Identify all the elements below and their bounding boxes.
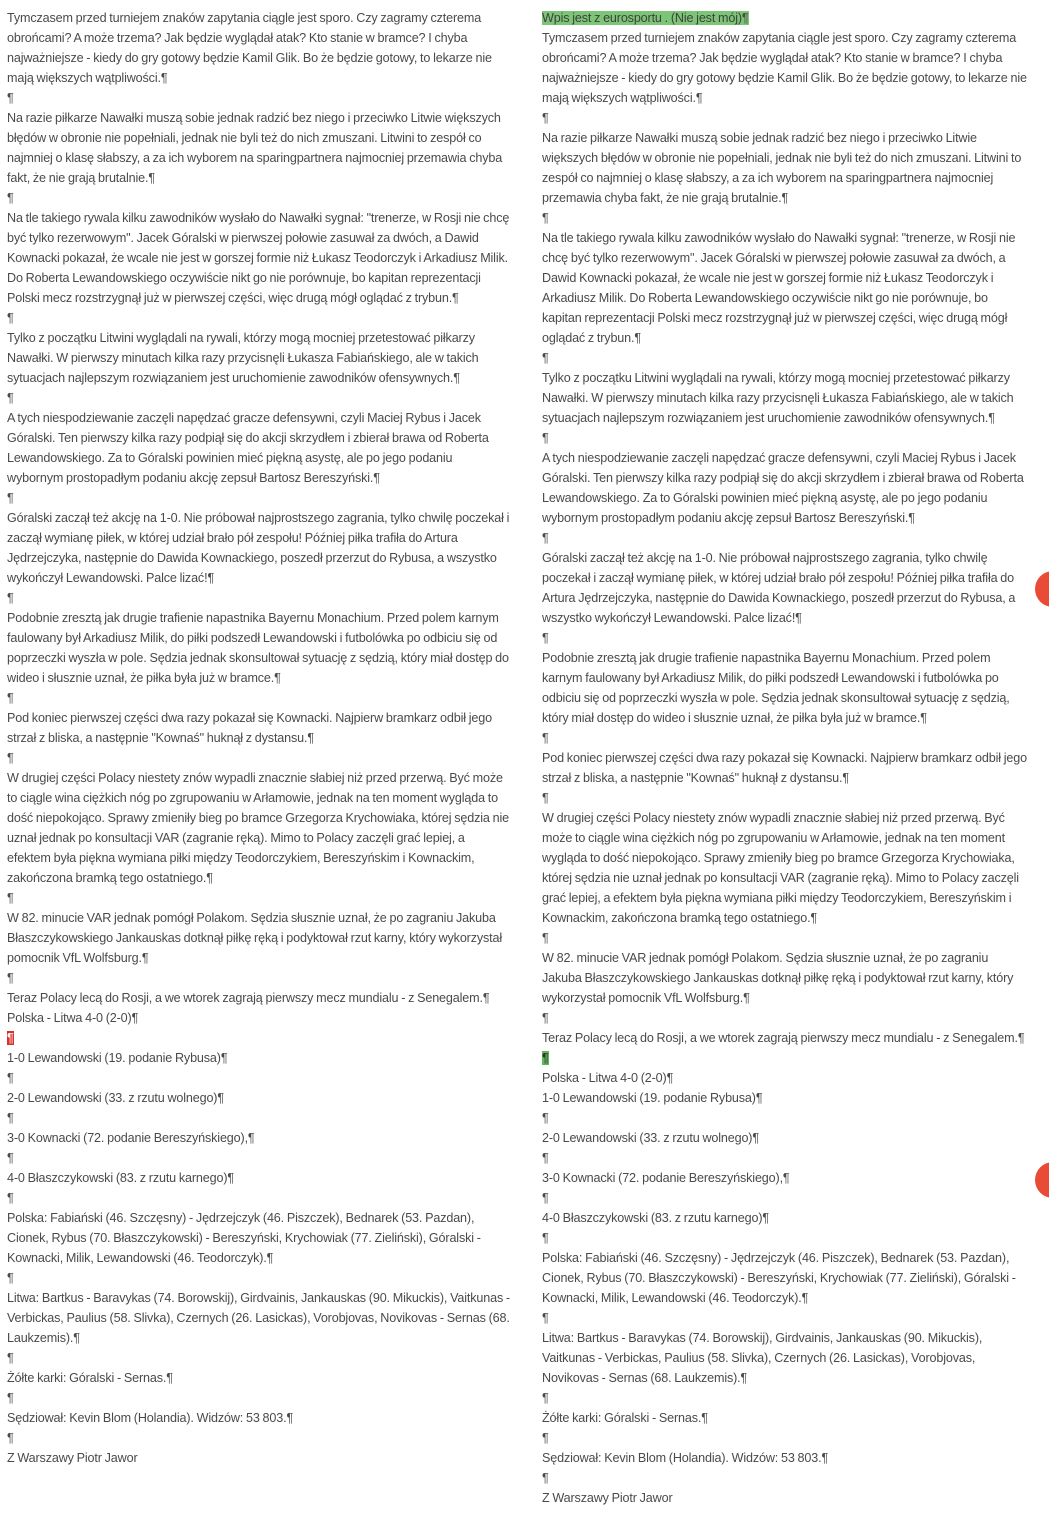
paragraph: [542, 1448, 1029, 1468]
pilcrow-mark: ¶: [542, 791, 549, 805]
paragraph: [542, 1488, 1029, 1508]
empty-paragraph: [7, 1188, 510, 1208]
empty-paragraph: [542, 1468, 1029, 1488]
pilcrow-mark: ¶: [7, 591, 14, 605]
paragraph: [7, 328, 510, 388]
pilcrow-mark: ¶: [148, 171, 155, 185]
pilcrow-mark: ¶: [542, 431, 549, 445]
paragraph-text: W 82. minucie VAR jednak pomógł Polakom. Sędzia słusznie uznał, że po zagraniu Jakuba Błaszczykowskiego Jankauskas dotknął piłkę ręką i podyktował rzut karny, który wykorzystał pomocnik VfL Wolfsburg.: [542, 951, 1014, 1005]
empty-paragraph: [542, 1008, 1029, 1028]
paragraph: [542, 948, 1029, 1008]
paragraph-text: A tych niespodziewanie zaczęli napędzać gracze defensywni, czyli Maciej Rybus i Jacek Góralski. Ten pierwszy kilka razy podpiął się do akcji skrzydłem i zbierał brawa od Roberta Lewandowskiego. Za to Góralski powinien mieć piękną asystę, ale po jego podaniu wybornym prostopadłym podaniu akcję zepsuł Bartosz Bereszyński.: [542, 451, 1024, 525]
pilcrow-mark: ¶: [542, 1311, 549, 1325]
empty-paragraph: [7, 748, 510, 768]
paragraph-text: 3-0 Kownacki (72. podanie Bereszyńskiego),: [542, 1171, 783, 1185]
pilcrow-mark: ¶: [266, 1251, 274, 1265]
paragraph-text: W 82. minucie VAR jednak pomógł Polakom. Sędzia słusznie uznał, że po zagraniu Jakuba Błaszczykowskiego Jankauskas dotknął piłkę ręką i podyktował rzut karny, który wykorzystał pomocnik VfL Wolfsburg.: [7, 911, 503, 965]
empty-paragraph: [542, 1148, 1029, 1168]
paragraph: [7, 988, 510, 1008]
pilcrow-mark: ¶: [542, 931, 549, 945]
inserted-pilcrow-mark: ¶: [542, 1051, 549, 1065]
empty-paragraph: [7, 688, 510, 708]
paragraph: [7, 408, 510, 488]
floating-action-button-lower[interactable]: [1035, 1162, 1049, 1198]
empty-paragraph: [542, 1308, 1029, 1328]
pilcrow-mark: ¶: [7, 1391, 14, 1405]
empty-paragraph: [7, 1428, 510, 1448]
paragraph: [7, 1128, 510, 1148]
paragraph-text: Z Warszawy Piotr Jawor: [7, 1451, 138, 1465]
pilcrow-mark: ¶: [206, 871, 213, 885]
paragraph-text: 1-0 Lewandowski (19. podanie Rybusa): [7, 1051, 221, 1065]
paragraph-text: Tylko z początku Litwini wyglądali na rywali, którzy mogą mocniej przetestować piłkarzy Nawałki. W pierwszy minutach kilka razy przycisnęli Łukasza Fabiańskiego, ale w takich sytuacjach najlepszym rozwiązaniem jest uruchomienie zawodników ofensywnych.: [542, 371, 1014, 425]
paragraph-text: Góralski zaczął też akcję na 1-0. Nie próbował najprostszego zagrania, tylko chwilę poczekał i zaczął wymianę piłek, w której udział brało pół zespołu! Później piłka trafiła do Artura Jędrzejczyka, następnie do Dawida Kownackiego, poszedł przerzut do Rybusa, a wszystko wykończył Lewandowski. Palce lizać!: [542, 551, 1016, 625]
paragraph: [7, 1408, 510, 1428]
pilcrow-mark: ¶: [7, 891, 14, 905]
paragraph: [7, 1168, 510, 1188]
pilcrow-mark: ¶: [7, 1431, 14, 1445]
pilcrow-mark: ¶: [7, 1191, 14, 1205]
pilcrow-mark: ¶: [810, 911, 818, 925]
pilcrow-mark: ¶: [666, 1071, 674, 1085]
empty-paragraph: [542, 208, 1029, 228]
paragraph-text: Pod koniec pierwszej części dwa razy pokazał się Kownacki. Najpierw bramkarz odbił jego strzał z bliska, a następnie "Kownaś" huknął z dystansu.: [7, 711, 492, 745]
paragraph-text: 2-0 Lewandowski (33. z rzutu wolnego): [542, 1131, 753, 1145]
pilcrow-mark: ¶: [7, 1351, 14, 1365]
pilcrow-mark: ¶: [373, 471, 380, 485]
empty-paragraph: [7, 1388, 510, 1408]
paragraph: [542, 1408, 1029, 1428]
paragraph: [542, 128, 1029, 208]
paragraph-text: Tymczasem przed turniejem znaków zapytania ciągle jest sporo. Czy zagramy czterema obrońcami? A może trzema? Jak będzie wyglądał atak? Kto stanie w bramce? I chyba najważniejsze - kiedy do gry gotowy będzie Kamil Glik. Bo że będzie gotowy, to lekarze nie mają większych wątpliwości.: [542, 31, 1027, 105]
empty-paragraph: [7, 388, 510, 408]
paragraph: [542, 1128, 1029, 1148]
empty-paragraph: [7, 1028, 510, 1048]
pilcrow-mark: ¶: [695, 91, 703, 105]
pilcrow-mark: ¶: [1017, 1031, 1025, 1045]
pilcrow-mark: ¶: [752, 1131, 759, 1145]
pilcrow-mark: ¶: [7, 1111, 14, 1125]
paragraph-text: Góralski zaczął też akcję na 1-0. Nie próbował najprostszego zagrania, tylko chwilę poczekał i zaczął wymianę piłek, w której udział brało pół zespołu! Później piłka trafiła do Artura Jędrzejczyka, następnie do Dawida Kownackiego, poszedł przerzut do Rybusa, a wszystko wykończył Lewandowski. Palce lizać!: [7, 511, 510, 585]
paragraph: [542, 8, 1029, 28]
pilcrow-mark: ¶: [542, 631, 549, 645]
pilcrow-mark: ¶: [634, 331, 641, 345]
empty-paragraph: [542, 1428, 1029, 1448]
paragraph: [542, 1208, 1029, 1228]
paragraph-text: Z Warszawy Piotr Jawor: [542, 1491, 673, 1505]
paragraph: [7, 1448, 510, 1468]
pilcrow-mark: ¶: [542, 1431, 549, 1445]
pilcrow-mark: ¶: [220, 1051, 228, 1065]
pilcrow-mark: ¶: [7, 191, 14, 205]
paragraph: [7, 108, 510, 188]
pilcrow-mark: ¶: [542, 1191, 549, 1205]
empty-paragraph: [542, 928, 1029, 948]
paragraph-text: Podobnie zresztą jak drugie trafienie napastnika Bayernu Monachium. Przed polem karnym faulowany był Arkadiusz Milik, do piłki podszedł Lewandowski i futbolówka po odbiciu się od poprzeczki wyszła w pole. Sędzia jednak skonsultował sytuację z sędzią, który miał dostęp do wideo i słusznie uznał, że piłka była już w bramce.: [542, 651, 1010, 725]
paragraph-text: W drugiej części Polacy niestety znów wypadli znacznie słabiej niż przed przerwą. Być może to ciągle wina ciężkich nóg po zgrupowaniu w Arłamowie, jednak na ten moment wygląda to dość niepokojąco. Sprawy zmieniły bieg po bramce Grzegorza Krychowiaka, której sędzia nie uznał jednak po konsultacji VAR (zagranie ręką). Mimo to Polacy zaczęli grać lepiej, a efektem była piękna wymiana piłki między Teodorczykiem, Bereszyńskim i Kownackim, zakończona bramką tego ostatniego.: [542, 811, 1019, 925]
empty-paragraph: [542, 728, 1029, 748]
paragraph-text: Na razie piłkarze Nawałki muszą sobie jednak radzić bez niego i przeciwko Litwie większych błędów w obronie nie popełniali, jednak nie byli też do nich zmuszani. Litwini to zespół co najmniej o klasę słabszy, a za ich wyborem na sparingpartnera najmocniej przemawia chyba fakt, że nie grają brutalnie.: [7, 111, 503, 185]
empty-paragraph: [542, 1388, 1029, 1408]
empty-paragraph: [542, 788, 1029, 808]
pilcrow-mark: ¶: [131, 1011, 139, 1025]
empty-paragraph: [7, 308, 510, 328]
empty-paragraph: [542, 1108, 1029, 1128]
pilcrow-mark: ¶: [743, 991, 750, 1005]
pilcrow-mark: ¶: [542, 1111, 549, 1125]
pilcrow-mark: ¶: [781, 191, 789, 205]
empty-paragraph: [542, 1188, 1029, 1208]
empty-paragraph: [542, 528, 1029, 548]
empty-paragraph: [542, 1228, 1029, 1248]
pilcrow-mark: ¶: [741, 11, 749, 25]
pilcrow-mark: ¶: [542, 731, 549, 745]
paragraph-text: Teraz Polacy lecą do Rosji, a we wtorek zagrają pierwszy mecz mundialu - z Senegalem.: [542, 1031, 1018, 1045]
paragraph: [542, 648, 1029, 728]
pilcrow-mark: ¶: [740, 1371, 748, 1385]
paragraph-text: 4-0 Błaszczykowski (83. z rzutu karnego): [7, 1171, 228, 1185]
paragraph: [542, 228, 1029, 348]
paragraph: [542, 1328, 1029, 1388]
pilcrow-mark: ¶: [7, 751, 14, 765]
empty-paragraph: [7, 1268, 510, 1288]
paragraph: [542, 748, 1029, 788]
paragraph: [542, 808, 1029, 928]
paragraph: [542, 368, 1029, 428]
paragraph-text: 2-0 Lewandowski (33. z rzutu wolnego): [7, 1091, 218, 1105]
highlighted-note: [542, 11, 749, 25]
pilcrow-mark: ¶: [452, 291, 459, 305]
paragraph: [542, 28, 1029, 108]
pilcrow-mark: ¶: [842, 771, 849, 785]
pilcrow-mark: ¶: [274, 671, 281, 685]
pilcrow-mark: ¶: [7, 1151, 14, 1165]
paragraph: [7, 8, 510, 88]
article-original: [7, 8, 510, 1468]
paragraph-text: Tymczasem przed turniejem znaków zapytania ciągle jest sporo. Czy zagramy czterema obrońcami? A może trzema? Jak będzie wyglądał atak? Kto stanie w bramce? I chyba najważniejsze - kiedy do gry gotowy będzie Kamil Glik. Bo że będzie gotowy, to lekarze nie mają większych wątpliwości.: [7, 11, 492, 85]
paragraph: [7, 1088, 510, 1108]
pilcrow-mark: ¶: [482, 991, 490, 1005]
paragraph: [7, 1208, 510, 1268]
pilcrow-mark: ¶: [7, 971, 14, 985]
paragraph-text: Tylko z początku Litwini wyglądali na rywali, którzy mogą mocniej przetestować piłkarzy Nawałki. W pierwszy minutach kilka razy przycisnęli Łukasza Fabiańskiego, ale w takich sytuacjach najlepszym rozwiązaniem jest uruchomienie zawodników ofensywnych.: [7, 331, 479, 385]
pilcrow-mark: ¶: [227, 1171, 234, 1185]
pilcrow-mark: ¶: [920, 711, 927, 725]
empty-paragraph: [542, 628, 1029, 648]
pilcrow-mark: ¶: [7, 691, 14, 705]
pilcrow-mark: ¶: [7, 391, 14, 405]
empty-paragraph: [7, 888, 510, 908]
pilcrow-mark: ¶: [217, 1091, 224, 1105]
paragraph: [7, 608, 510, 688]
paragraph-text: Wpis jest z eurosportu . (Nie jest mój): [542, 11, 742, 25]
pilcrow-mark: ¶: [908, 511, 915, 525]
paragraph: [7, 768, 510, 888]
empty-paragraph: [542, 348, 1029, 368]
pilcrow-mark: ¶: [7, 1071, 14, 1085]
pilcrow-mark: ¶: [286, 1411, 294, 1425]
pilcrow-mark: ¶: [542, 1471, 549, 1485]
empty-paragraph: [7, 88, 510, 108]
paragraph: [7, 908, 510, 968]
paragraph: [7, 508, 510, 588]
pilcrow-mark: ¶: [247, 1131, 255, 1145]
paragraph-text: Polska: Fabiański (46. Szczęsny) - Jędrzejczyk (46. Piszczek), Bednarek (53. Pazdan), Cionek, Rybus (70. Błaszczykowski) - Bereszyński, Krychowiak (77. Zieliński), Góralski - Kownacki, Milik, Lewandowski (46. Teodorczyk).: [7, 1211, 481, 1265]
pilcrow-mark: ¶: [7, 491, 14, 505]
paragraph-text: Sędziował: Kevin Blom (Holandia). Widzów: 53 803.: [542, 1451, 822, 1465]
paragraph: [7, 708, 510, 748]
paragraph-text: Polska - Litwa 4-0 (2-0): [542, 1071, 667, 1085]
pilcrow-mark: ¶: [542, 1011, 549, 1025]
paragraph-text: 3-0 Kownacki (72. podanie Bereszyńskiego),: [7, 1131, 248, 1145]
pilcrow-mark: ¶: [542, 351, 549, 365]
paragraph: [542, 1088, 1029, 1108]
paragraph-text: Litwa: Bartkus - Baravykas (74. Borowskij), Girdvainis, Jankauskas (90. Mikuckis), Vaitkunas - Verbickas, Paulius (58. Slivka), Czernych (26. Lasickas), Vorobjovas, Novikovas - Sernas (68. Laukzemis).: [542, 1331, 983, 1385]
paragraph-text: Litwa: Bartkus - Baravykas (74. Borowskij), Girdvainis, Jankauskas (90. Mikuckis), Vaitkunas - Verbickas, Paulius (58. Slivka), Czernych (26. Lasickas), Vorobjovas, Novikovas - Sernas (68. Laukzemis).: [7, 1291, 510, 1345]
paragraph-text: Na tle takiego rywala kilku zawodników wysłało do Nawałki sygnał: "trenerze, w Rosji nie chcę być tylko rezerwowym". Jacek Góralski w pierwszej połowie zasuwał za dwóch, a Dawid Kownacki pokazał, że wcale nie jest w gorszej formie niż Łukasz Teodorczyk i Arkadiusz Milik. Do Roberta Lewandowskiego oczywiście nikt go nie porównuje, bo kapitan reprezentacji Polski mecz rozstrzygnął już w pierwszej części, więc drugą mógł oglądać z trybun.: [542, 231, 1016, 345]
pilcrow-mark: ¶: [701, 1411, 708, 1425]
paragraph: [542, 1068, 1029, 1088]
pilcrow-mark: ¶: [7, 311, 14, 325]
empty-paragraph: [542, 108, 1029, 128]
pilcrow-mark: ¶: [307, 731, 314, 745]
pilcrow-mark: ¶: [207, 571, 215, 585]
paragraph: [542, 1248, 1029, 1308]
pilcrow-mark: ¶: [542, 111, 549, 125]
paragraph-text: Sędziował: Kevin Blom (Holandia). Widzów: 53 803.: [7, 1411, 287, 1425]
paragraph-text: Polska: Fabiański (46. Szczęsny) - Jędrzejczyk (46. Piszczek), Bednarek (53. Pazdan), Cionek, Rybus (70. Błaszczykowski) - Bereszyński, Krychowiak (77. Zieliński), Góralski - Kownacki, Milik, Lewandowski (46. Teodorczyk).: [542, 1251, 1016, 1305]
pilcrow-mark: ¶: [160, 71, 168, 85]
pilcrow-mark: ¶: [141, 951, 149, 965]
empty-paragraph: [7, 188, 510, 208]
pilcrow-mark: ¶: [7, 91, 14, 105]
empty-paragraph: [542, 428, 1029, 448]
paragraph: [542, 1028, 1029, 1048]
paragraph-text: Żółte karki: Góralski - Sernas.: [542, 1411, 702, 1425]
pilcrow-mark: ¶: [782, 1171, 790, 1185]
pilcrow-mark: ¶: [166, 1371, 173, 1385]
pilcrow-mark: ¶: [542, 1231, 549, 1245]
pilcrow-mark: ¶: [755, 1091, 763, 1105]
paragraph: [7, 208, 510, 308]
empty-paragraph: [7, 1068, 510, 1088]
deleted-pilcrow-mark: ¶: [7, 1031, 14, 1045]
paragraph-text: W drugiej części Polacy niestety znów wypadli znacznie słabiej niż przed przerwą. Być może to ciągle wina ciężkich nóg po zgrupowaniu w Arłamowie, jednak na ten moment wygląda to dość niepokojąco. Sprawy zmieniły bieg po bramce Grzegorza Krychowiaka, której sędzia nie uznał jednak po konsultacji VAR (zagranie ręką). Mimo to Polacy zaczęli grać lepiej, a efektem była piękna wymiana piłki między Teodorczykiem, Bereszyńskim i Kownackim, zakończona bramką tego ostatniego.: [7, 771, 509, 885]
pilcrow-mark: ¶: [542, 531, 549, 545]
pilcrow-mark: ¶: [542, 1151, 549, 1165]
paragraph: [542, 548, 1029, 628]
pilcrow-mark: ¶: [801, 1291, 809, 1305]
paragraph-text: Na razie piłkarze Nawałki muszą sobie jednak radzić bez niego i przeciwko Litwie większych błędów w obronie nie popełniali, jednak nie byli też do nich zmuszani. Litwini to zespół co najmniej o klasę słabszy, a za ich wyborem na sparingpartnera najmocniej przemawia chyba fakt, że nie grają brutalnie.: [542, 131, 1022, 205]
paragraph: [7, 1288, 510, 1348]
paragraph: [7, 1048, 510, 1068]
paragraph-text: Pod koniec pierwszej części dwa razy pokazał się Kownacki. Najpierw bramkarz odbił jego strzał z bliska, a następnie "Kownaś" huknął z dystansu.: [542, 751, 1027, 785]
paragraph-text: Teraz Polacy lecą do Rosji, a we wtorek zagrają pierwszy mecz mundialu - z Senegalem.: [7, 991, 483, 1005]
empty-paragraph: [7, 1148, 510, 1168]
pilcrow-mark: ¶: [988, 411, 995, 425]
empty-paragraph: [7, 968, 510, 988]
paragraph-text: Na tle takiego rywala kilku zawodników wysłało do Nawałki sygnał: "trenerze, w Rosji nie chcę być tylko rezerwowym". Jacek Góralski w pierwszej połowie zasuwał za dwóch, a Dawid Kownacki pokazał, że wcale nie jest w gorszej formie niż Łukasz Teodorczyk i Arkadiusz Milik. Do Roberta Lewandowskiego oczywiście nikt go nie porównuje, bo kapitan reprezentacji Polski mecz rozstrzygnął już w pierwszej części, więc drugą mógł oglądać z trybun.: [7, 211, 510, 305]
paragraph-text: 1-0 Lewandowski (19. podanie Rybusa): [542, 1091, 756, 1105]
pilcrow-mark: ¶: [795, 611, 802, 625]
paragraph: [7, 1368, 510, 1388]
pilcrow-mark: ¶: [73, 1331, 80, 1345]
pilcrow-mark: ¶: [7, 1271, 14, 1285]
paragraph: [542, 448, 1029, 528]
paragraph: [542, 1168, 1029, 1188]
pilcrow-mark: ¶: [542, 211, 549, 225]
floating-action-button-upper[interactable]: [1035, 571, 1049, 607]
empty-paragraph: [7, 588, 510, 608]
pilcrow-mark: ¶: [453, 371, 460, 385]
paragraph-text: Polska - Litwa 4-0 (2-0): [7, 1011, 132, 1025]
paragraph-text: A tych niespodziewanie zaczęli napędzać gracze defensywni, czyli Maciej Rybus i Jacek Góralski. Ten pierwszy kilka razy podpiął się do akcji skrzydłem i zbierał brawa od Roberta Lewandowskiego. Za to Góralski powinien mieć piękną asystę, ale po jego podaniu wybornym prostopadłym podaniu akcję zepsuł Bartosz Bereszyński.: [7, 411, 489, 485]
paragraph-text: Żółte karki: Góralski - Sernas.: [7, 1371, 167, 1385]
empty-paragraph: [7, 1348, 510, 1368]
paragraph-text: 4-0 Błaszczykowski (83. z rzutu karnego): [542, 1211, 763, 1225]
pilcrow-mark: ¶: [762, 1211, 769, 1225]
pilcrow-mark: ¶: [821, 1451, 829, 1465]
pilcrow-mark: ¶: [542, 1391, 549, 1405]
empty-paragraph: [7, 488, 510, 508]
article-edited[interactable]: [542, 8, 1029, 1508]
empty-paragraph: [7, 1108, 510, 1128]
empty-paragraph: [542, 1048, 1029, 1068]
paragraph: [7, 1008, 510, 1028]
paragraph-text: Podobnie zresztą jak drugie trafienie napastnika Bayernu Monachium. Przed polem karnym faulowany był Arkadiusz Milik, do piłki podszedł Lewandowski i futbolówka po odbiciu się od poprzeczki wyszła w pole. Sędzia jednak skonsultował sytuację z sędzią, który miał dostęp do wideo i słusznie uznał, że piłka była już w bramce.: [7, 611, 509, 685]
